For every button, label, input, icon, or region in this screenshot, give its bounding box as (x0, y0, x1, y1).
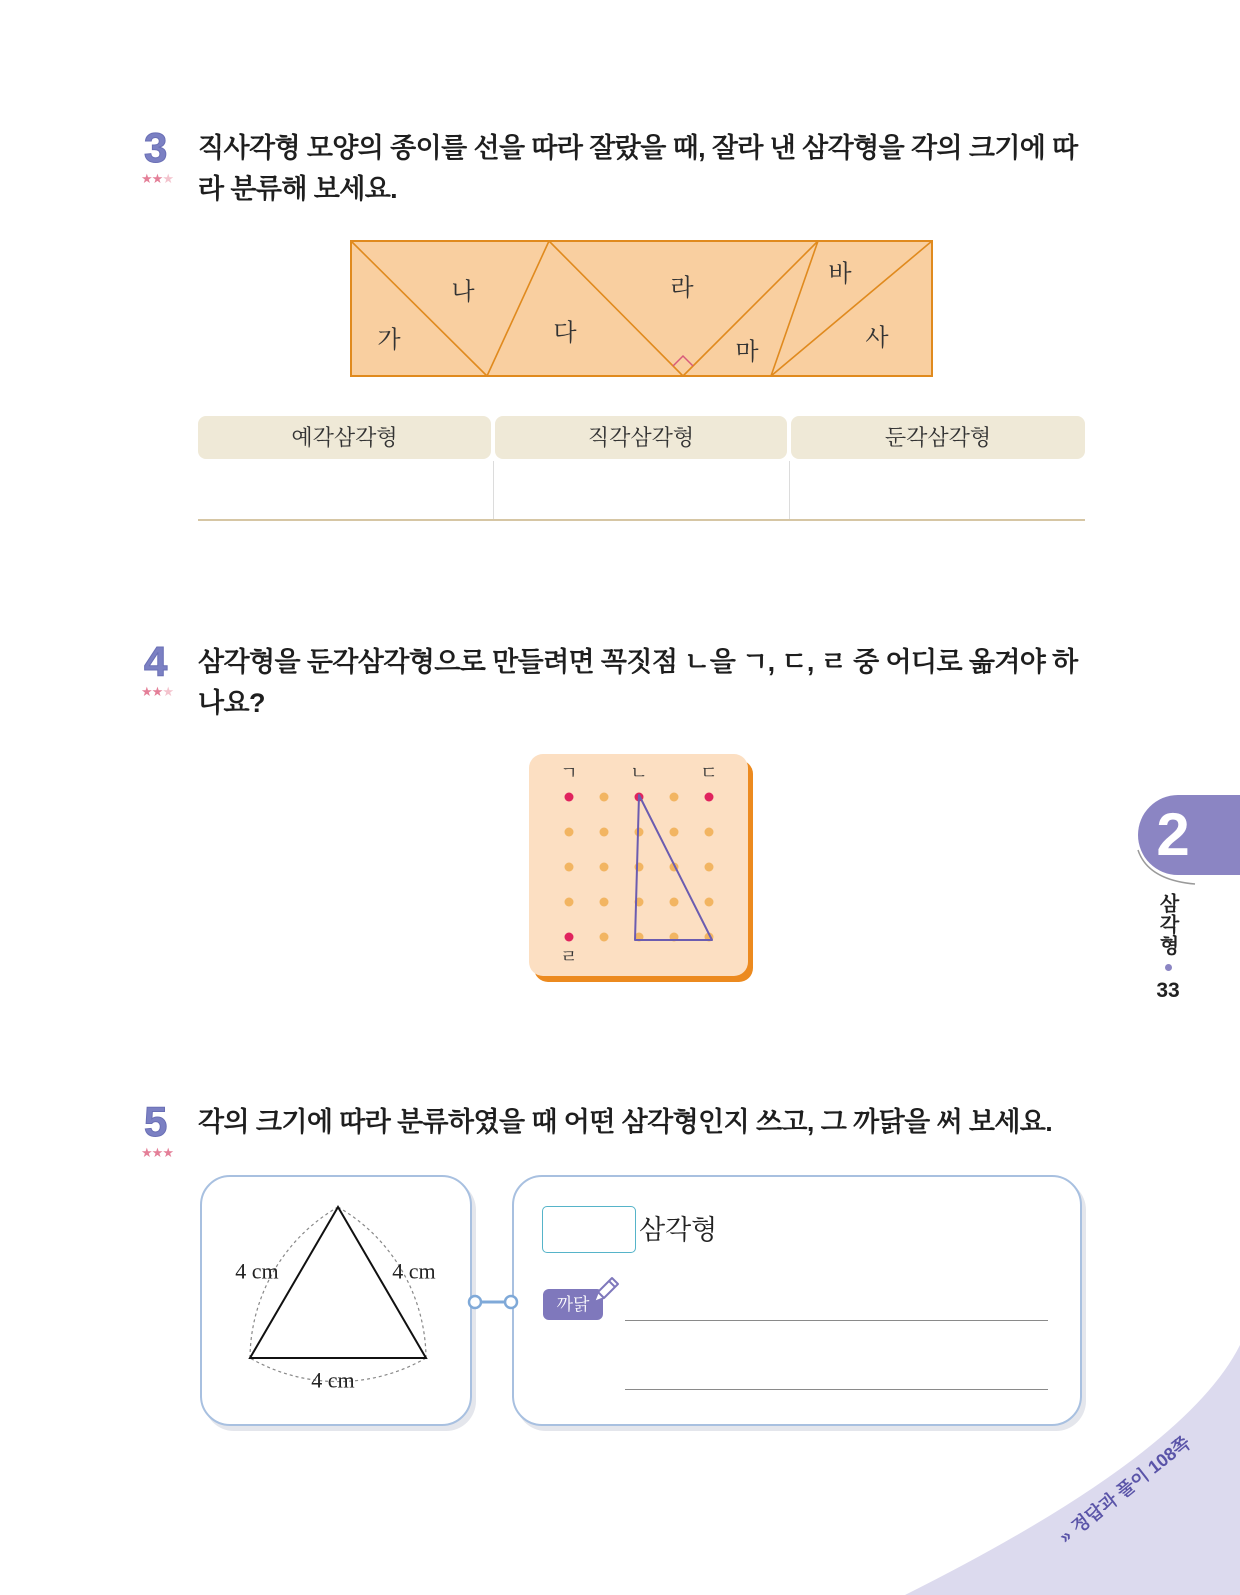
star-icon: ★ (141, 1145, 152, 1160)
difficulty-stars (141, 172, 173, 185)
side-length-label: 4 cm (311, 1367, 355, 1393)
table-divider (493, 461, 494, 519)
page-dot (1165, 964, 1172, 971)
page-number: 33 (1156, 979, 1180, 1002)
star-icon: ★ (151, 684, 163, 699)
answer-cell-right[interactable] (495, 459, 787, 519)
star-icon: ★ (141, 684, 152, 699)
chapter-title: 삼각형 (1156, 893, 1178, 956)
answer-cell-acute[interactable] (198, 459, 491, 519)
answer-suffix: 삼각형 (639, 1215, 718, 1245)
piece-label: 나 (451, 278, 475, 306)
piece-label: 마 (735, 338, 759, 366)
peg (635, 863, 644, 872)
compass-arcs (250, 1207, 426, 1382)
peg (565, 863, 574, 872)
problem-text-line: 각의 크기에 따라 분류하였을 때 어떤 삼각형인지 쓰고, 그 까닭을 써 보세요. (198, 1107, 1053, 1137)
problem-text (198, 1102, 1052, 1143)
star-icon: ★ (162, 1145, 173, 1160)
peg (705, 828, 714, 837)
piece-label: 사 (865, 324, 889, 352)
peg (670, 793, 679, 802)
star-icon: ★ (151, 171, 163, 186)
geoboard-figure (529, 754, 753, 982)
highlighted-peg (705, 793, 714, 802)
peg (600, 863, 609, 872)
problem-text-line: 직사각형 모양의 종이를 선을 따라 잘랐을 때, 잘라 낸 삼각형을 각의 크기에 따 (198, 133, 1078, 163)
table-header-obtuse: 둔각삼각형 (791, 416, 1085, 459)
problem-number: 4 (144, 638, 168, 685)
problem-text-line: 나요? (198, 688, 265, 718)
star-icon: ★ (162, 171, 173, 186)
reason-badge: 까닭 (543, 1289, 603, 1320)
peg (705, 898, 714, 907)
peg (565, 828, 574, 837)
peg (600, 898, 609, 907)
peg (600, 828, 609, 837)
difficulty-stars (141, 685, 173, 698)
piece-label: 바 (828, 260, 852, 288)
peg (565, 898, 574, 907)
star-icon: ★ (151, 1145, 163, 1160)
vertex-label-rieul: ㄹ (560, 947, 578, 967)
peg (600, 933, 609, 942)
peg (600, 793, 609, 802)
chapter-tab-arc (1130, 840, 1200, 890)
star-icon: ★ (162, 684, 173, 699)
vertex-label-giyeok: ㄱ (560, 763, 578, 783)
triangle-type-blank[interactable] (542, 1206, 636, 1253)
reason-writing-line[interactable] (625, 1320, 1048, 1321)
cut-paper-figure (345, 235, 940, 385)
chapter-number: 2 (1156, 801, 1190, 868)
side-length-label: 4 cm (392, 1258, 436, 1284)
side-length-label: 4 cm (235, 1258, 279, 1284)
piece-label: 가 (377, 326, 401, 354)
peg (705, 863, 714, 872)
connector-icon (462, 1290, 524, 1314)
peg (670, 898, 679, 907)
piece-label: 다 (553, 319, 577, 347)
problem-number: 3 (144, 124, 168, 171)
table-header-acute: 예각삼각형 (198, 416, 491, 459)
problem-text (198, 642, 1078, 724)
vertex-label-nieun: ㄴ (630, 763, 648, 783)
problem-text-line: 삼각형을 둔각삼각형으로 만들려면 꼭짓점 ㄴ을 ㄱ, ㄷ, ㄹ 중 어디로 옮겨야 하 (198, 647, 1078, 677)
peg (670, 828, 679, 837)
pencil-icon (588, 1274, 622, 1308)
vertex-label-digeut: ㄷ (700, 763, 718, 783)
piece-label: 라 (670, 274, 694, 302)
highlighted-peg (565, 933, 574, 942)
difficulty-stars (141, 1146, 173, 1159)
answer-page-link-text: 정답과 풀이 108쪽 (1067, 1432, 1194, 1538)
table-divider (789, 461, 790, 519)
answer-cell-obtuse[interactable] (791, 459, 1085, 519)
star-icon: ★ (141, 171, 152, 186)
problem-text (198, 128, 1078, 210)
problem-text-line: 라 분류해 보세요. (198, 174, 398, 204)
highlighted-peg (565, 793, 574, 802)
problem-number: 5 (144, 1098, 168, 1145)
table-bottom-rule (198, 519, 1085, 521)
table-header-right: 직각삼각형 (495, 416, 787, 459)
equilateral-triangle-figure (200, 1175, 472, 1426)
